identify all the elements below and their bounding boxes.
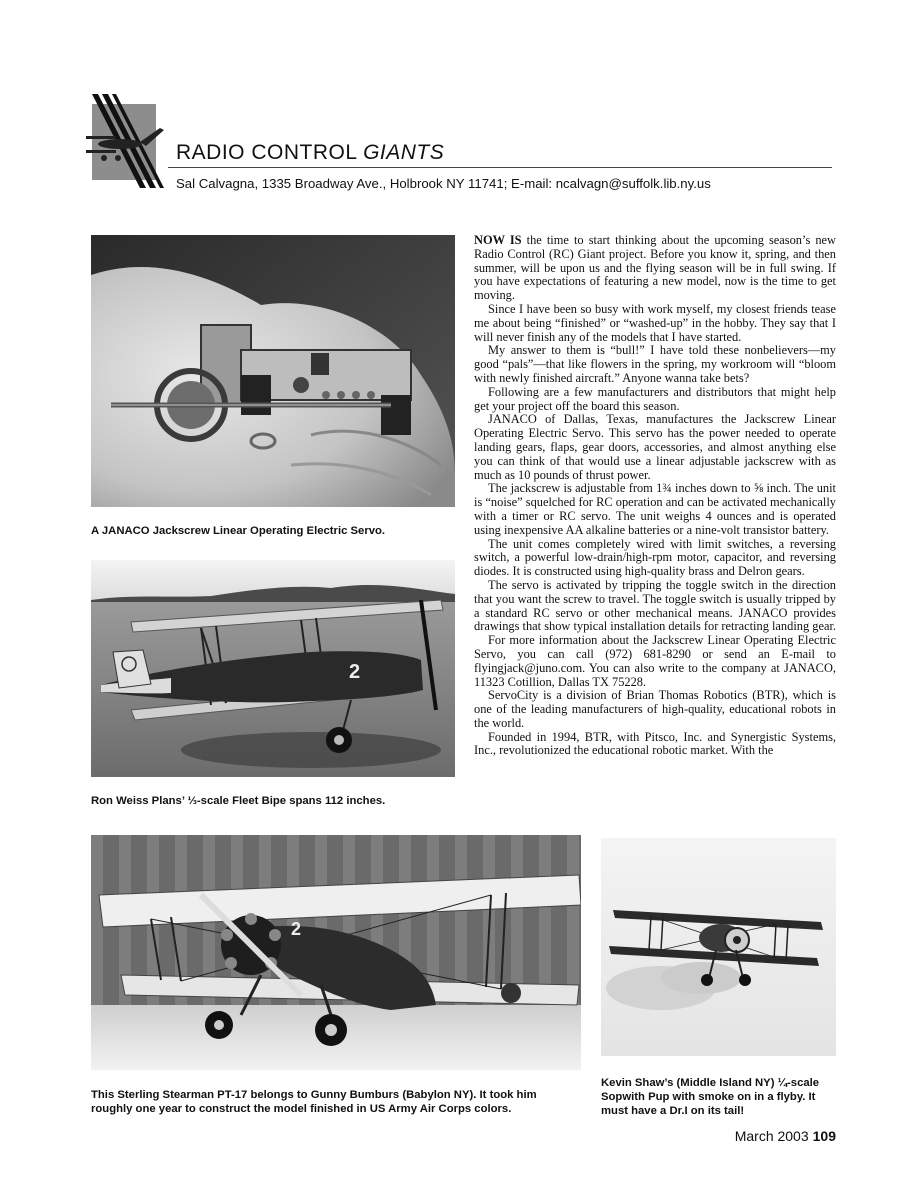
biplane-logo-icon — [84, 92, 176, 188]
servo-photo — [91, 235, 455, 507]
page-footer — [735, 1128, 836, 1144]
article-paragraph: The servo is activated by tripping the toggle switch in the direction that you want the screw to travel. The toggle switch is usually tripped by a standard RC servo or other mechanical means. JANACO provides drawings that show typical installation details for retracting landing gear. — [474, 577, 836, 634]
article-body — [474, 234, 836, 758]
column-title-italic: GIANTS — [363, 141, 445, 164]
stearman-photo — [91, 835, 581, 1070]
column-title — [176, 141, 444, 165]
article-paragraph: ServoCity is a division of Brian Thomas Robotics (BTR), which is one of the leading manufacturers of high-quality, educational robots in the world. — [474, 688, 836, 730]
article-paragraph: Following are a few manufacturers and distributors that might help get your project off the board this season. — [474, 384, 836, 413]
article-paragraph: JANACO of Dallas, Texas, manufactures the Jackscrew Linear Operating Electric Servo. This servo has the power needed to operate landing gears, flaps, gear doors, accessories, and almost anything else you can think of that would use a linear adjustable jackscrew with as much as 10 pounds of thrust power. — [474, 412, 836, 482]
article-paragraph: The unit comes completely wired with limit switches, a reversing switch, a powerful low-drain/high-rpm motor, capacitor, and reversing diodes. It is constructed using high-quality brass and Delron gears. — [474, 536, 836, 579]
article-lead-in: NOW IS — [474, 233, 522, 247]
article-paragraph: My answer to them is “bull!” I have told these nonbelievers—my good “pals”—that like flowers in the spring, my workroom will “bloom with newly finished aircraft.” Anyone wanna take bets? — [474, 343, 836, 385]
sopwith-pup-photo-caption: Kevin Shaw’s (Middle Island NY) ¼-scale Sopwith Pup with smoke on in a flyby. It must have a Dr.I on its tail! — [601, 1077, 820, 1117]
header-divider — [168, 167, 832, 168]
sopwith-pup-photo — [601, 838, 836, 1056]
article-paragraph: Founded in 1994, BTR, with Pitsco, Inc. and Synergistic Systems, Inc., revolutionized the educational robotic market. With the — [474, 729, 836, 758]
article-paragraph: For more information about the Jackscrew Linear Operating Electric Servo, you can call (972) 681-8290 or send an E-mail to flyingjack@juno.com. You can also write to the company at JANACO, 11323 Cotillion, Dallas TX 75228. — [474, 633, 836, 689]
column-logo — [84, 92, 176, 188]
article-paragraph: The jackscrew is adjustable from 1¾ inches down to ⅝ inch. The unit is “noise” squelched for RC operation and can be activated mechanically with a timer or RC servo. The unit weighs 4 ounces and is operated using inexpensive AA alkaline batteries or a nine-volt transistor battery. — [474, 481, 836, 537]
page-number: 109 — [812, 1128, 836, 1144]
fleet-bipe-photo-caption: Ron Weiss Plans’ ⅓-scale Fleet Bipe spans 112 inches. — [91, 795, 386, 807]
servo-photo-caption: A JANACO Jackscrew Linear Operating Electric Servo. — [91, 525, 386, 537]
article-paragraph: Since I have been so busy with work myself, my closest friends tease me about being “finished” or “washed-up” in the hobby. They say that I will never finish any of the models that I have started. — [474, 301, 836, 344]
fleet-bipe-photo — [91, 560, 455, 777]
fleet-fuselage-number: 2 — [349, 661, 361, 683]
article-paragraph: NOW IS the time to start thinking about the upcoming season’s new Radio Control (RC) Giant project. Before you know it, spring, and then summer, will be upon us and the flying season will be in full swing. If you have expectations of featuring a new model, now is the time to get moving. — [474, 233, 836, 303]
stearman-fuselage-number: 2 — [291, 919, 302, 939]
column-title-main: RADIO CONTROL — [176, 141, 364, 164]
stearman-photo-caption: This Sterling Stearman PT-17 belongs to Gunny Bumburs (Babylon NY). It took him roughly one year to construct the model finished in US Army Air Corps colors. — [91, 1089, 537, 1115]
issue-date: March 2003 — [734, 1128, 809, 1144]
author-contact: Sal Calvagna, 1335 Broadway Ave., Holbrook NY 11741; E-mail: ncalvagn@suffolk.lib.ny.us — [176, 176, 711, 191]
